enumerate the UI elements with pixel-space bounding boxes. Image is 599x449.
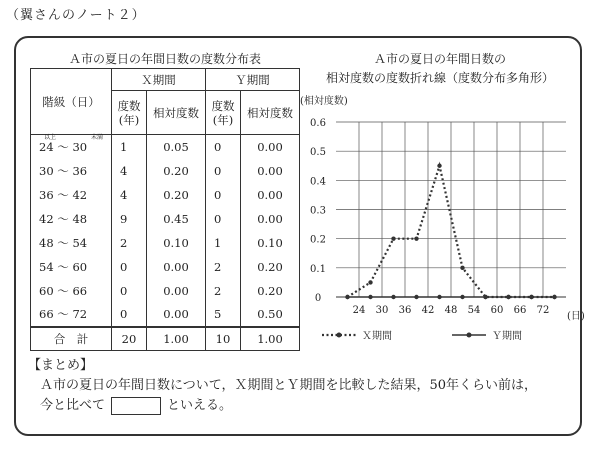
y-rel-cell-text: 0.10 bbox=[257, 235, 283, 250]
y-rel-cell-text: 0.20 bbox=[257, 283, 283, 298]
class-cell-text: 36 ～ 42 bbox=[39, 187, 88, 202]
y-rel-cell-text: 0.20 bbox=[257, 259, 283, 274]
x-rel-cell-text: 0.00 bbox=[163, 259, 189, 274]
class-cell-text: 24 ～ 30 bbox=[39, 139, 88, 154]
class-cell-text: 30 ～ 36 bbox=[39, 163, 88, 178]
y-rel-cell bbox=[241, 279, 300, 303]
y-rel-cell bbox=[241, 135, 300, 159]
x-rel-cell bbox=[147, 231, 206, 255]
table-row bbox=[31, 279, 300, 303]
data-point-y bbox=[345, 295, 349, 299]
y-rel-cell bbox=[241, 159, 300, 183]
y-rel-cell bbox=[241, 303, 300, 327]
miman-label: 未満 bbox=[91, 134, 104, 141]
x-rel-cell-text: 0.10 bbox=[163, 235, 189, 250]
y-freq-cell-text: 0 bbox=[214, 211, 222, 226]
legend-y-marker bbox=[467, 333, 472, 338]
y-freq-cell bbox=[206, 135, 241, 159]
x-rel-cell-text: 0.05 bbox=[163, 139, 189, 154]
legend-y-label: Ｙ期間 bbox=[492, 331, 522, 342]
x-tick-label: 54 bbox=[467, 305, 481, 316]
y-rel-header: 相対度数 bbox=[241, 91, 300, 135]
y-freq-cell-text: 0 bbox=[214, 187, 222, 202]
y-rel-cell-text: 0.00 bbox=[257, 163, 283, 178]
summary-heading: 【まとめ】 bbox=[28, 358, 94, 373]
y-freq-cell bbox=[206, 183, 241, 207]
y-rel-cell bbox=[241, 183, 300, 207]
x-rel-cell bbox=[147, 207, 206, 231]
x-freq-cell-text: 4 bbox=[120, 163, 128, 178]
y-tick-label: 0.4 bbox=[310, 176, 326, 188]
data-point-y bbox=[460, 295, 464, 299]
x-freq-cell-text: 2 bbox=[120, 235, 128, 250]
data-point-y bbox=[414, 295, 418, 299]
x-tick-label: 66 bbox=[513, 305, 527, 316]
x-freq-cell bbox=[112, 207, 147, 231]
table-title: Ａ市の夏日の年間日数の度数分布表 bbox=[68, 52, 261, 66]
y-tick-label: 0.6 bbox=[310, 118, 326, 129]
summary-line2-before: 今と比べて bbox=[40, 398, 106, 413]
y-freq-cell-text: 0 bbox=[214, 139, 222, 154]
x-tick-label: 48 bbox=[444, 305, 458, 316]
y-freq-cell-text: 1 bbox=[214, 235, 222, 250]
data-point-y bbox=[437, 295, 441, 299]
class-cell-text: 60 ～ 66 bbox=[39, 283, 88, 298]
class-cell bbox=[31, 231, 112, 255]
y-freq-cell-text: 2 bbox=[214, 283, 222, 298]
y-rel-cell-text: 0.00 bbox=[257, 139, 283, 154]
y-tick-label: 0.1 bbox=[310, 263, 326, 275]
data-point-y bbox=[391, 295, 395, 299]
x-rel-cell bbox=[147, 255, 206, 279]
data-point-y bbox=[506, 295, 510, 299]
y-freq-cell-text: 5 bbox=[214, 307, 222, 321]
y-rel-cell bbox=[241, 207, 300, 231]
legend-x-label: Ｘ期間 bbox=[362, 331, 392, 342]
class-header: 階級（日） bbox=[31, 69, 112, 135]
x-freq-cell bbox=[112, 135, 147, 159]
data-point-y bbox=[529, 295, 533, 299]
x-rel-cell bbox=[147, 135, 206, 159]
x-rel-cell bbox=[147, 159, 206, 183]
x-rel-cell bbox=[147, 279, 206, 303]
x-freq-cell-text: 4 bbox=[120, 187, 128, 202]
table-row bbox=[31, 207, 300, 231]
total-x-rel: 1.00 bbox=[147, 327, 206, 351]
y-axis-label: (相対度数) bbox=[300, 96, 348, 107]
total-x-freq: 20 bbox=[112, 327, 147, 351]
x-rel-cell bbox=[147, 183, 206, 207]
y-period-header: Ｙ期間 bbox=[206, 69, 300, 91]
class-cell-text: 66 ～ 72 bbox=[39, 307, 88, 321]
x-tick-label: 42 bbox=[421, 305, 435, 316]
y-freq-cell bbox=[206, 231, 241, 255]
data-point-y bbox=[483, 295, 487, 299]
data-point-x bbox=[391, 236, 395, 240]
x-freq-cell-text: 9 bbox=[120, 211, 128, 226]
total-label: 合 計 bbox=[31, 327, 112, 351]
x-freq-cell bbox=[112, 303, 147, 327]
table-row bbox=[31, 135, 300, 159]
table-row bbox=[31, 255, 300, 279]
chart-title: Ａ市の夏日の年間日数の 相対度数の度数折れ線（度数分布多角形） bbox=[325, 52, 554, 85]
x-rel-header: 相対度数 bbox=[147, 91, 206, 135]
table-body bbox=[31, 135, 300, 327]
answer-box[interactable] bbox=[111, 397, 161, 415]
x-freq-cell-text: 0 bbox=[120, 307, 128, 321]
class-cell-text: 54 ～ 60 bbox=[39, 259, 88, 274]
summary-line2 bbox=[28, 396, 537, 416]
data-point-y bbox=[368, 295, 372, 299]
y-rel-cell-text: 0.00 bbox=[257, 187, 283, 202]
x-freq-cell-text: 1 bbox=[120, 139, 128, 154]
x-tick-label: 30 bbox=[375, 305, 389, 316]
x-axis-unit: (日) bbox=[567, 311, 585, 322]
class-cell-text: 48 ～ 54 bbox=[39, 235, 88, 250]
legend-x-marker bbox=[337, 333, 342, 338]
x-rel-cell bbox=[147, 303, 206, 327]
table-row bbox=[31, 303, 300, 327]
x-freq-header: 度数 (年) bbox=[112, 91, 147, 135]
data-point-x bbox=[437, 164, 441, 168]
class-cell bbox=[31, 279, 112, 303]
x-freq-cell bbox=[112, 183, 147, 207]
total-y-rel: 1.00 bbox=[241, 327, 300, 351]
y-freq-cell bbox=[206, 159, 241, 183]
x-tick-label: 36 bbox=[398, 305, 412, 316]
y-tick-label: 0.2 bbox=[310, 234, 326, 246]
class-cell bbox=[31, 183, 112, 207]
total-y-freq: 10 bbox=[206, 327, 241, 351]
class-cell-text: 42 ～ 48 bbox=[39, 211, 88, 226]
x-freq-cell bbox=[112, 159, 147, 183]
y-freq-cell bbox=[206, 207, 241, 231]
table-row bbox=[31, 183, 300, 207]
data-point-x bbox=[414, 236, 418, 240]
data-point-x bbox=[460, 266, 464, 270]
frequency-polygon-chart bbox=[298, 92, 585, 350]
y-freq-cell bbox=[206, 279, 241, 303]
x-rel-cell-text: 0.45 bbox=[163, 211, 189, 226]
table-row bbox=[31, 159, 300, 183]
frequency-table bbox=[30, 68, 300, 351]
x-tick-label: 24 bbox=[352, 305, 366, 316]
class-cell bbox=[31, 207, 112, 231]
y-rel-cell bbox=[241, 255, 300, 279]
x-freq-cell bbox=[112, 255, 147, 279]
y-rel-cell-text: 0.00 bbox=[257, 211, 283, 226]
y-freq-cell bbox=[206, 255, 241, 279]
class-cell bbox=[31, 159, 112, 183]
x-tick-label: 72 bbox=[536, 305, 550, 316]
x-freq-cell-text: 0 bbox=[120, 283, 128, 298]
x-period-header: Ｘ期間 bbox=[112, 69, 206, 91]
table-row bbox=[31, 231, 300, 255]
ijou-label: 以上 bbox=[44, 134, 57, 141]
y-rel-cell-text: 0.50 bbox=[257, 307, 283, 321]
x-freq-cell bbox=[112, 231, 147, 255]
x-rel-cell-text: 0.00 bbox=[163, 283, 189, 298]
x-rel-cell-text: 0.00 bbox=[163, 307, 189, 321]
x-rel-cell-text: 0.20 bbox=[163, 187, 189, 202]
x-freq-cell bbox=[112, 279, 147, 303]
class-cell bbox=[31, 135, 112, 159]
class-cell bbox=[31, 255, 112, 279]
summary-line1: Ａ市の夏日の年間日数について，Ｘ期間とＹ期間を比較した結果，50年くらい前は， bbox=[40, 378, 538, 393]
y-freq-cell-text: 0 bbox=[214, 163, 222, 178]
x-tick-label: 60 bbox=[490, 305, 504, 316]
y-freq-cell bbox=[206, 303, 241, 327]
x-freq-cell-text: 0 bbox=[120, 259, 128, 274]
summary-line2-after: といえる。 bbox=[167, 398, 233, 413]
note-title: （翼さんのノート２） bbox=[6, 8, 146, 23]
x-rel-cell-text: 0.20 bbox=[163, 163, 189, 178]
y-freq-header: 度数 (年) bbox=[206, 91, 241, 135]
summary bbox=[28, 356, 537, 416]
data-point-x bbox=[368, 280, 372, 284]
y-tick-label: 0 bbox=[314, 293, 322, 304]
y-rel-cell bbox=[241, 231, 300, 255]
class-cell bbox=[31, 303, 112, 327]
total-row bbox=[31, 327, 300, 351]
y-tick-label: 0.5 bbox=[310, 147, 326, 159]
y-tick-label: 0.3 bbox=[310, 205, 326, 217]
data-point-y bbox=[552, 295, 556, 299]
y-freq-cell-text: 2 bbox=[214, 259, 222, 274]
